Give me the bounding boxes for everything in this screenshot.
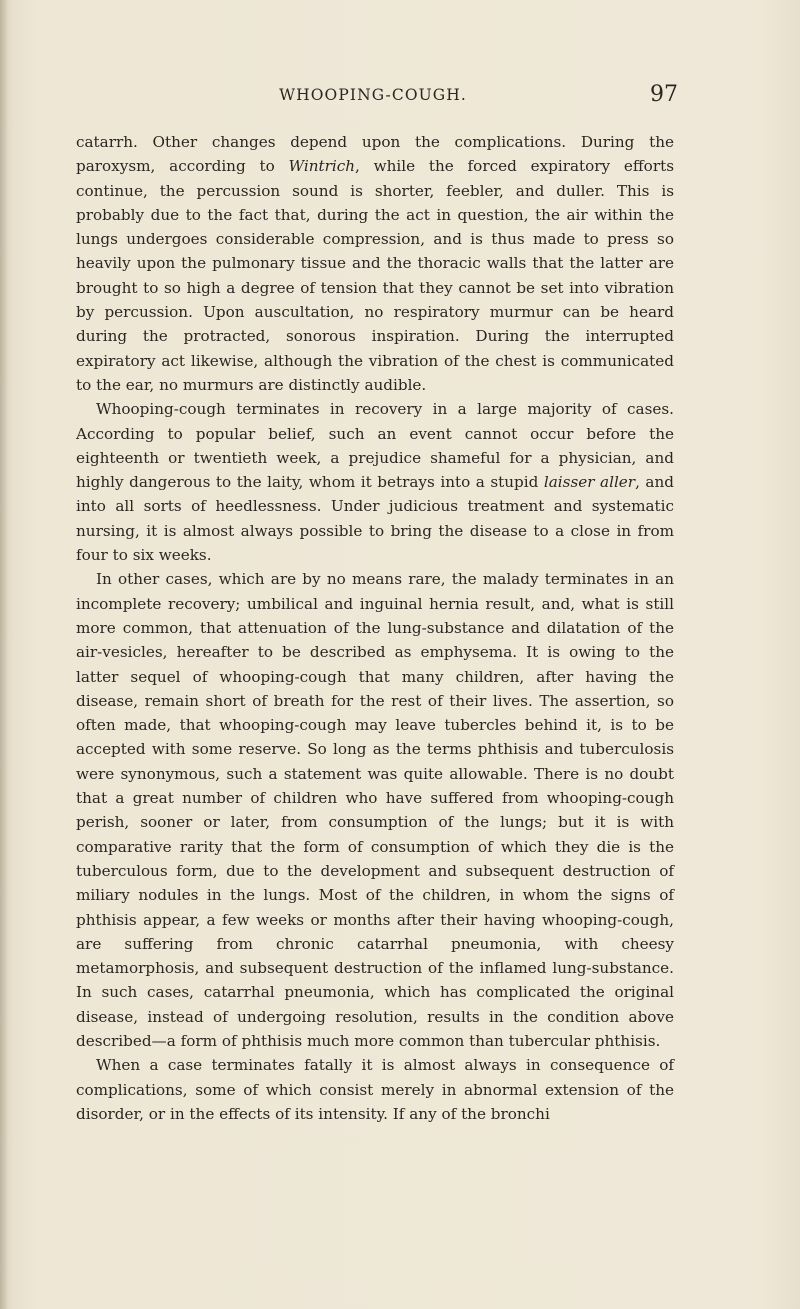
text-run: Whooping-cough terminates in recovery in a large majority of cases. According to popular belief, such an event cannot occur before the eighteenth or twentieth week, a prejudice shameful for a physician, and highly dangerous to the laity, whom it betrays into a stupid: [76, 400, 674, 492]
paragraph-1: [76, 130, 674, 397]
text-run: , and into all sorts of heedlessness. Under judicious treatment and systematic nursing, it is almost always possible to bring the disease to a close in from four to six weeks.: [76, 473, 674, 565]
page-header: [72, 78, 678, 112]
running-head: WHOOPING-COUGH.: [279, 86, 467, 104]
body-text: [76, 130, 674, 1126]
paragraph-2: [76, 397, 674, 567]
text-run: , while the forced expiratory efforts continue, the percussion sound is shorter, feebler, and duller. This is probably due to the fact that, during the act in question, the air within the lungs undergoes considerable compression, and is thus made to press so heavily upon the pulmonary tissue and the thoracic walls that the latter are brought to so high a degree of tension that they cannot be set into vibration by percussion. Upon auscultation, no respiratory murmur can be heard during the protracted, sonorous inspiration. During the interrupted expiratory act likewise, although the vibration of the chest is communicated to the ear, no murmurs are distinctly audible.: [76, 157, 674, 394]
italic-term: Wintrich: [288, 157, 356, 176]
text-run: When a case terminates fatally it is almost always in consequence of complications, some of which consist merely in abnormal extension of the disorder, or in the effects of its intensity. If any of the bronchi: [76, 1056, 674, 1123]
paragraph-4: [76, 1053, 674, 1126]
paragraph-3: [76, 567, 674, 1053]
page-number: 97: [650, 82, 678, 107]
text-run: catarrh. Other changes depend upon the complications. During the paroxysm, according to: [76, 133, 674, 176]
text-run: In other cases, which are by no means rare, the malady terminates in an incomplete recovery; umbilical and inguinal hernia result, and, what is still more common, that attenuation of the lung-substance and dilatation of the air-vesicles, hereafter to be described as emphysema. It is owing to the latter sequel of whooping-cough that many children, after having the disease, remain short of breath for the rest of their lives. The assertion, so often made, that whooping-cough may leave tubercles behind it, is to be accepted with some reserve. So long as the terms phthisis and tuberculosis were synonymous, such a statement was quite allowable. There is no doubt that a great number of children who have suffered from whooping-cough perish, sooner or later, from consumption of the lungs; but it is with comparative rarity that the form of consumption of which they die is the tuberculous form, due to the development and subsequent destruction of miliary nodules in the lungs. Most of the children, in whom the signs of phthisis appear, a few weeks or months after their having whooping-cough, are suffering from chronic catarrhal pneumonia, with cheesy metamorphosis, and subsequent destruction of the inflamed lung-substance. In such cases, catarrhal pneumonia, which has complicated the original disease, instead of undergoing resolution, results in the condition above described—a form of phthisis much more common than tubercular phthisis.: [76, 570, 674, 1050]
binding-shadow: [0, 0, 8, 1309]
italic-term: laisser aller: [543, 473, 636, 492]
